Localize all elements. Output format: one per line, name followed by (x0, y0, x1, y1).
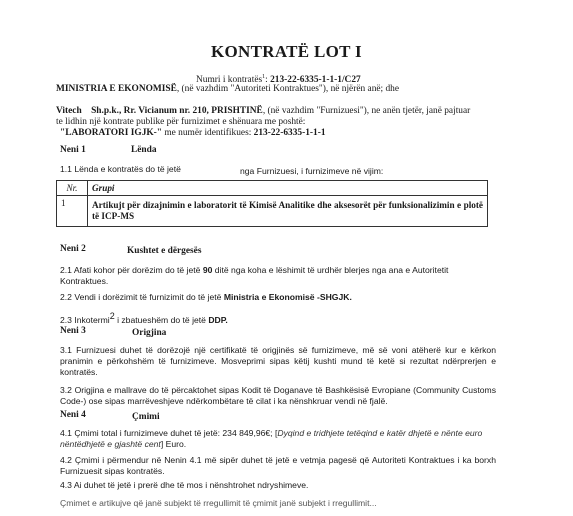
article-3-label: Neni 3 (60, 326, 86, 336)
party2-line (56, 106, 470, 117)
p21-text-a: 2.1 Afati kohor për dorëzim do të jetë (60, 265, 203, 275)
paragraph-2-1 (60, 265, 496, 287)
party1-name: MINISTRIA E EKONOMISË (56, 84, 177, 94)
p21-text-b: ditë nga koha e lëshimit të urdhër blerjes nga ana e Autoritetit Kontraktues. (60, 265, 449, 286)
p23-text-b: i zbatueshëm do të jetë (114, 314, 209, 325)
table-header-row (57, 181, 488, 196)
footnote-1: 1 (262, 74, 266, 80)
table-cell-nr: 1 (57, 196, 88, 227)
lab-id: 213-22-6335-1-1-1 (253, 128, 326, 138)
p22-text-a: 2.2 Vendi i dorëzimit të furnizimit do të jetë (60, 292, 224, 302)
article-3-heading: Origjina (132, 328, 167, 338)
lab-line (60, 128, 326, 139)
table-cell-group: Artikujt për dizajnimin e laboratorit të Kimisë Analitike dhe aksesorët për funksionalizimin e plotë të ICP-MS (88, 196, 488, 227)
delivery-place: Ministria e Ekonomisë -SHGJK. (223, 292, 352, 302)
party1-line (56, 84, 399, 95)
paragraph-2-3 (60, 311, 228, 326)
contract-number-line: Numri i kontratës$^1$: 213-22-6335-1-1-1/C27 (196, 74, 361, 86)
article-2-heading: Kushtet e dërgesës (127, 246, 202, 256)
paragraph-4-1 (60, 428, 496, 450)
document-title: KONTRATË LOT I (211, 42, 362, 61)
paragraph-4-2: 4.2 Çmimi i përmendur në Nenin 4.1 më sipër duhet të jetë e vetmja pagesë që Autoriteti Kontraktues i ka borxh Furnizuesit sipas kontratës. (60, 455, 496, 476)
p41-text-b: ] Euro. (160, 439, 187, 449)
party2-name: Vitech (56, 106, 82, 116)
article-4-heading: Çmimi (132, 412, 160, 422)
article-1-heading: Lënda (131, 145, 157, 155)
table-header-nr: Nr. (57, 181, 88, 196)
paragraph-1-1-end: nga Furnizuesi, i furnizimeve në vijim: (240, 166, 384, 176)
contract-number-label: Numri i kontratës (196, 75, 263, 86)
footnote-2: 2 (109, 311, 115, 321)
lab-desc: me numër identifikues: (162, 128, 254, 138)
article-2-label: Neni 2 (60, 244, 86, 254)
paragraph-4-4: Çmimet e artikujve që janë subjekt të rregullimit të çmimit janë subjekt i rregullimit... (60, 498, 377, 508)
p23-text-a: 2.3 Inkotermi (60, 314, 110, 325)
p41-text-a: 4.1 Çmimi total i furnizimeve duhet të jetë: 234 849,96€; [ (60, 428, 278, 438)
party2-description: , (në vazhdim "Furnizuesi"), ne anën tjetër, janë pajtuar (262, 106, 471, 116)
delivery-days: 90 (202, 265, 213, 275)
article-4-label: Neni 4 (60, 410, 86, 420)
incoterm-value: DDP. (208, 314, 228, 325)
paragraph-3-2: 3.2 Origjina e mallrave do të përcaktohet sipas Kodit të Doganave të Bashkësisë Evropiane (Community Customs Code-) ose sipas marrëveshjeve ndërkombëtare të cilat i ka nënshkruar vendi në fjalë. (60, 385, 496, 406)
agreement-line: te lidhin një kontrate publike për furnizimet e shënuara me poshtë: (56, 117, 306, 127)
contract-number-value: 213-22-6335-1-1-1/C27 (270, 75, 361, 86)
price-in-words: Dyqind e tridhjete tetëqind e katër dhjetë e nënte euro nëntëdhjetë e gjashtë cent (60, 428, 483, 449)
party2-address: Sh.p.k., Rr. Vicianum nr. 210, PRISHTINË (91, 106, 263, 116)
lab-name: "LABORATORI IGJK-" (60, 128, 163, 138)
party1-description: , (në vazhdim "Autoriteti Kontraktues"), në njërën anë; dhe (176, 84, 400, 94)
paragraph-1-1-start: 1.1 Lënda e kontratës do të jetë (60, 164, 181, 174)
article-1-label: Neni 1 (60, 145, 86, 155)
paragraph-2-2 (60, 292, 352, 303)
paragraph-4-3: 4.3 Ai duhet të jetë i prerë dhe të mos i nënshtrohet ndryshimeve. (60, 480, 309, 490)
table-header-grupi: Grupi (88, 181, 488, 196)
goods-table (56, 180, 488, 227)
table-row (57, 196, 488, 227)
paragraph-3-1: 3.1 Furnizuesi duhet të dorëzojë një certifikatë të origjinës së furnizimeve, më së voni atëherë kur e kërkon pranimin e përkohshëm të furnizimeve. Mosveprimi sipas këtij kushti mund të ketë si rezultat ndërprerjen e kontratës. (60, 345, 496, 377)
